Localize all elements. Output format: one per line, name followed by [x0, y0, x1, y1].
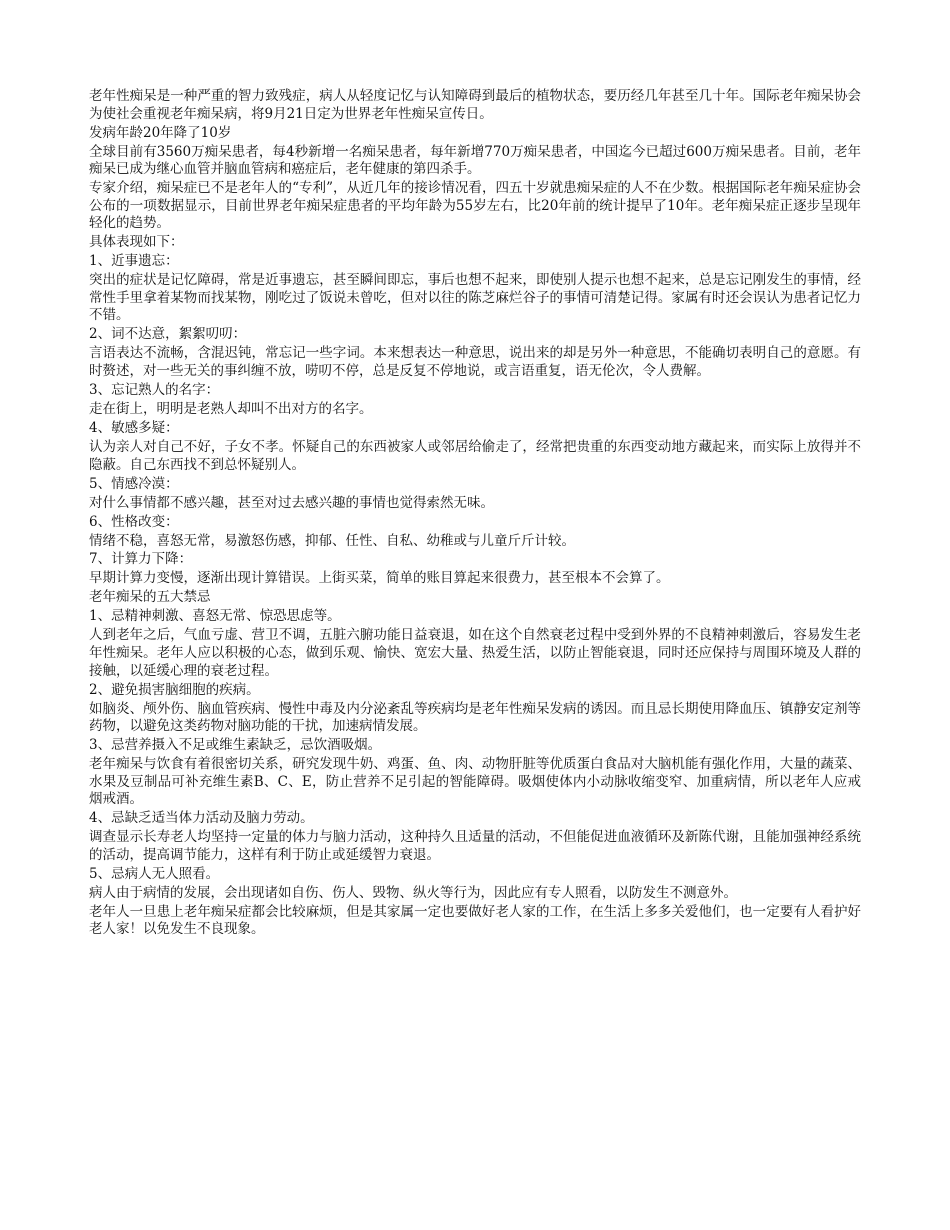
body-paragraph: 专家介绍，痴呆症已不是老年人的“专利”，从近几年的接诊情况看，四五十岁就患痴呆症的人不在少数。根据国际老年痴呆症协会公布的一项数据显示，目前世界老年痴呆症患者的平均年龄为55岁左右，比20年前的统计提早了10年。老年痴呆症正逐步呈现年轻化的趋势。 [89, 180, 861, 232]
intro-paragraph: 老年性痴呆是一种严重的智力致残症，病人从轻度记忆与认知障碍到最后的植物状态，要历经几年甚至几十年。国际老年痴呆协会为使社会重视老年痴呆病，将9月21日定为世界老年性痴呆宣传日。 [89, 88, 861, 122]
section-heading: 老年痴呆的五大禁忌 [89, 589, 211, 606]
list-item-heading: 3、忘记熟人的名字： [89, 382, 220, 399]
list-item-heading: 7、计算力下降： [89, 551, 193, 568]
document-body [89, 88, 861, 940]
body-paragraph: 突出的症状是记忆障碍，常是近事遗忘，甚至瞬间即忘，事后也想不起来，即使别人提示也想不起来，总是忘记刚发生的事情，经常性手里拿着某物而找某物，刚吃过了饭说未曾吃，但对以往的陈芝麻烂谷子的事情可清楚记得。家属有时还会误认为患者记忆力不错。 [89, 272, 861, 324]
body-paragraph: 对什么事情都不感兴趣，甚至对过去感兴趣的事情也觉得索然无味。 [89, 494, 494, 511]
closing-paragraph: 老年人一旦患上老年痴呆症都会比较麻烦，但是其家属一定也要做好老人家的工作，在生活上多多关爱他们，也一定要有人看护好老人家！以免发生不良现象。 [89, 903, 861, 938]
section-heading: 具体表现如下： [89, 234, 184, 251]
body-paragraph: 全球目前有3560万痴呆患者，每4秒新增一名痴呆患者，每年新增770万痴呆患者，中国迄今已超过600万痴呆患者。目前，老年痴呆已成为继心血管并脑血管病和癌症后，老年健康的第四杀手。 [89, 143, 861, 178]
body-paragraph: 如脑炎、颅外伤、脑血管疾病、慢性中毒及内分泌紊乱等疾病均是老年性痴呆发病的诱因。而且忌长期使用降血压、镇静安定剂等药物，以避免这类药物对脑功能的干扰，加速病情发展。 [89, 700, 861, 735]
list-item-heading: 2、词不达意，絮絮叨叨： [89, 326, 247, 343]
body-paragraph: 病人由于病情的发展，会出现诸如自伤、伤人、毁物、纵火等行为，因此应有专人照看，以防发生不测意外。 [89, 884, 737, 901]
body-paragraph: 人到老年之后，气血亏虚、营卫不调，五脏六腑功能日益衰退，如在这个自然衰老过程中受到外界的不良精神刺激后，容易发生老年性痴呆。老年人应以积极的心态，做到乐观、愉快、宽宏大量、热爱生活，以防止智能衰退，同时还应保持与周围环境及人群的接触，以延缓心理的衰老过程。 [89, 627, 861, 679]
list-item-heading: 1、近事遗忘： [89, 253, 179, 270]
list-item-heading: 3、忌营养摄入不足或维生素缺乏，忌饮酒吸烟。 [89, 737, 382, 754]
list-item-heading: 5、忌病人无人照看。 [89, 865, 220, 882]
list-item-heading: 5、情感冷漠： [89, 475, 179, 492]
list-item-heading: 4、忌缺乏适当体力活动及脑力劳动。 [89, 810, 314, 827]
body-paragraph: 情绪不稳，喜怒无常，易激怒伤感，抑郁、任性、自私、幼稚或与儿童斤斤计较。 [89, 532, 575, 549]
list-item-heading: 6、性格改变： [89, 513, 179, 530]
body-paragraph: 老年痴呆与饮食有着很密切关系，研究发现牛奶、鸡蛋、鱼、肉、动物肝脏等优质蛋白食品对大脑机能有强化作用，大量的蔬菜、水果及豆制品可补充维生素B、C、E，防止营养不足引起的智能障碍。吸烟使体内小动脉收缩变窄、加重病情，所以老年人应戒烟戒酒。 [89, 756, 861, 808]
section-heading: 发病年龄20年降了10岁 [89, 124, 232, 141]
list-item-heading: 4、敏感多疑： [89, 419, 179, 436]
body-paragraph: 调查显示长寿老人均坚持一定量的体力与脑力活动，这种持久且适量的活动，不但能促进血液循环及新陈代谢，且能加强神经系统的活动，提高调节能力，这样有利于防止或延缓智力衰退。 [89, 829, 861, 863]
body-paragraph: 早期计算力变慢，逐渐出现计算错误。上街买菜，简单的账目算起来很费力，甚至根本不会算了。 [89, 570, 670, 587]
list-item-heading: 1、忌精神刺激、喜怒无常、惊恐思虑等。 [89, 608, 341, 625]
body-paragraph: 走在街上，明明是老熟人却叫不出对方的名字。 [89, 401, 373, 417]
list-item-heading: 2、避免损害脑细胞的疾病。 [89, 681, 260, 698]
body-paragraph: 言语表达不流畅，含混迟钝，常忘记一些字词。本来想表达一种意思，说出来的却是另外一种意思，不能确切表明自己的意愿。有时赘述，对一些无关的事纠缠不放，唠叨不停，总是反复不停地说，或言语重复，语无伦次，令人费解。 [89, 345, 861, 380]
body-paragraph: 认为亲人对自己不好，子女不孝。怀疑自己的东西被家人或邻居给偷走了，经常把贵重的东西变动地方藏起来，而实际上放得并不隐蔽。自己东西找不到总怀疑别人。 [89, 438, 861, 473]
